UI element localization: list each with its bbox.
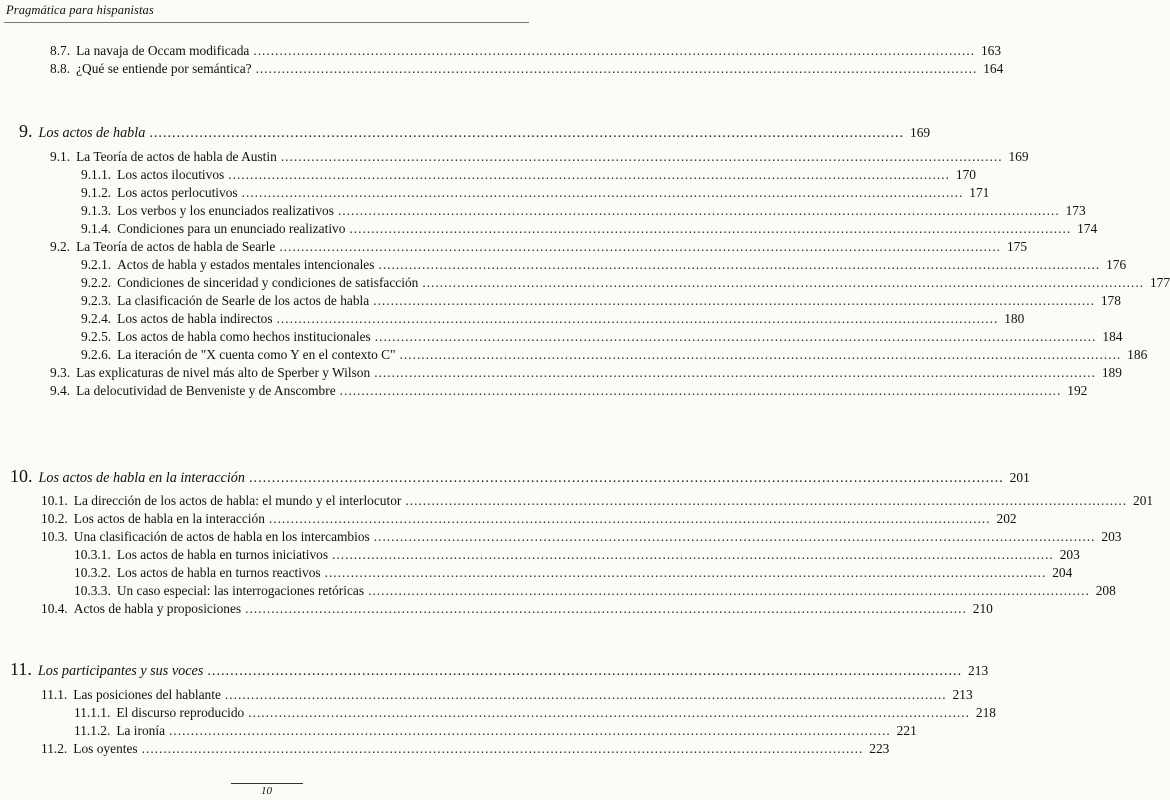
toc-number: 9.1.2. xyxy=(81,185,112,200)
chapter-number: 9. xyxy=(19,121,33,141)
toc-title: Los actos de habla en la interacción xyxy=(73,511,265,526)
dot-leader xyxy=(378,256,1100,274)
toc-entry-11-1-1 xyxy=(74,704,996,722)
toc-page: 163 xyxy=(980,43,1002,58)
dot-leader xyxy=(349,220,1071,238)
toc-page: 186 xyxy=(1127,347,1148,362)
dot-leader xyxy=(249,469,1004,487)
toc-entry-9-2-6 xyxy=(81,346,1148,364)
toc-number: 9.1.4. xyxy=(81,221,112,236)
toc-page: 173 xyxy=(1065,203,1086,218)
toc-number: 10.3.3. xyxy=(74,583,111,598)
dot-leader xyxy=(340,382,1062,400)
toc-number: 10.3.2. xyxy=(74,565,111,580)
toc-entry-10-2 xyxy=(41,510,1017,528)
toc-entry-9-1-1 xyxy=(81,166,976,184)
toc-title: Los verbos y los enunciados realizativos xyxy=(117,203,334,218)
toc-page: 164 xyxy=(983,61,1004,76)
toc-title: Los actos de habla en turnos reactivos xyxy=(116,565,321,580)
dot-leader xyxy=(325,564,1047,582)
toc-title: Actos de habla y proposiciones xyxy=(73,601,242,616)
toc-number: 10.1. xyxy=(41,493,68,508)
toc-title: Las posiciones del hablante xyxy=(73,687,221,702)
toc-page: 189 xyxy=(1101,365,1122,380)
toc-title: Los actos ilocutivos xyxy=(117,167,225,182)
dot-leader xyxy=(169,722,891,740)
toc-entry-9-2-5 xyxy=(81,328,1123,346)
toc-number: 10.4. xyxy=(41,601,68,616)
toc-number: 9.2.4. xyxy=(81,311,112,326)
toc-page: 177 xyxy=(1149,275,1170,290)
chapter-title: Los participantes y sus voces xyxy=(37,663,204,679)
toc-number: 9.2.1. xyxy=(81,257,112,272)
toc-title: Los oyentes xyxy=(73,741,138,756)
toc-number: 10.2. xyxy=(41,511,68,526)
toc-entry-9-2 xyxy=(50,238,1028,256)
toc-entry-9-1 xyxy=(50,148,1029,166)
toc-page: 204 xyxy=(1052,565,1073,580)
toc-page: 174 xyxy=(1077,221,1098,236)
chapter-10-heading xyxy=(10,466,1030,487)
chapter-11-heading xyxy=(10,659,989,680)
dot-leader xyxy=(368,582,1090,600)
toc-title: Los actos perlocutivos xyxy=(117,185,238,200)
toc-page: 169 xyxy=(910,125,931,140)
toc-page: 171 xyxy=(969,185,990,200)
toc-number: 11.2. xyxy=(41,741,68,756)
dot-leader xyxy=(269,510,991,528)
dot-leader xyxy=(374,364,1096,382)
dot-leader xyxy=(207,662,962,680)
toc-entry-11-1 xyxy=(41,686,973,704)
toc-page: 203 xyxy=(1101,529,1122,544)
chapter-title: Los actos de habla en la interacción xyxy=(38,470,245,486)
dot-leader xyxy=(245,600,967,618)
toc-entry-11-1-2 xyxy=(74,722,917,740)
chapter-9-heading xyxy=(19,121,931,142)
toc-page: 175 xyxy=(1006,239,1028,254)
chapter-number: 10. xyxy=(10,466,33,486)
toc-title: La clasificación de Searle de los actos de habla xyxy=(117,293,370,308)
toc-title: La delocutividad de Benveniste y de Anscombre xyxy=(76,383,336,398)
toc-page: 208 xyxy=(1095,583,1116,598)
dot-leader xyxy=(332,546,1054,564)
dot-leader xyxy=(225,686,947,704)
dot-leader xyxy=(242,184,964,202)
dot-leader xyxy=(375,328,1097,346)
chapter-number: 11. xyxy=(10,659,32,679)
toc-entry-9-1-3 xyxy=(81,202,1086,220)
toc-title: Los actos de habla en turnos iniciativos xyxy=(116,547,329,562)
toc-entry-9-1-2 xyxy=(81,184,990,202)
toc-number: 9.2. xyxy=(50,239,71,254)
toc-title: Una clasificación de actos de habla en los intercambios xyxy=(73,529,370,544)
dot-leader xyxy=(142,740,864,758)
toc-page: 192 xyxy=(1067,383,1088,398)
toc-page: 201 xyxy=(1009,470,1030,485)
dot-leader xyxy=(228,166,950,184)
toc-number: 9.1. xyxy=(50,149,71,164)
toc-title: Actos de habla y estados mentales intencionales xyxy=(117,257,375,272)
dot-leader xyxy=(422,274,1144,292)
toc-entry-10-4 xyxy=(41,600,993,618)
toc-number: 10.3.1. xyxy=(74,547,111,562)
toc-page: 213 xyxy=(968,663,989,678)
toc-page: 213 xyxy=(952,687,973,702)
toc-entry-10-3-3 xyxy=(74,582,1116,600)
toc-title: Las explicaturas de nivel más alto de Sperber y Wilson xyxy=(76,365,371,380)
toc-number: 11.1.1. xyxy=(74,705,111,720)
toc-page: 218 xyxy=(975,705,996,720)
toc-page: 223 xyxy=(869,741,890,756)
dot-leader xyxy=(277,310,999,328)
toc-title: La iteración de "X cuenta como Y en el contexto C" xyxy=(117,347,396,362)
dot-leader xyxy=(374,528,1096,546)
toc-entry-8-8 xyxy=(50,60,1004,78)
toc-page: 176 xyxy=(1106,257,1127,272)
toc-number: 9.3. xyxy=(50,365,71,380)
dot-leader xyxy=(149,124,904,142)
toc-number: 10.3. xyxy=(41,529,68,544)
toc-title: ¿Qué se entiende por semántica? xyxy=(76,61,252,76)
toc-number: 11.1.2. xyxy=(74,723,111,738)
toc-title: Los actos de habla como hechos institucionales xyxy=(117,329,371,344)
toc-number: 11.1. xyxy=(41,687,68,702)
toc-entry-9-1-4 xyxy=(81,220,1098,238)
toc-number: 9.2.2. xyxy=(81,275,112,290)
toc-number: 9.2.3. xyxy=(81,293,112,308)
toc-entry-10-3-1 xyxy=(74,546,1080,564)
toc-title: Condiciones para un enunciado realizativo xyxy=(117,221,346,236)
toc-number: 9.4. xyxy=(50,383,71,398)
toc-number: 9.1.1. xyxy=(81,167,112,182)
toc-entry-9-4 xyxy=(50,382,1088,400)
toc-number: 8.7. xyxy=(50,43,71,58)
toc-page: 178 xyxy=(1100,293,1121,308)
toc-number: 9.1.3. xyxy=(81,203,112,218)
toc-page: 202 xyxy=(996,511,1017,526)
toc-page: 170 xyxy=(955,167,976,182)
toc-title: Un caso especial: las interrogaciones retóricas xyxy=(116,583,365,598)
dot-leader xyxy=(256,60,978,78)
toc-title: Los actos de habla indirectos xyxy=(117,311,273,326)
toc-entry-10-3-2 xyxy=(74,564,1073,582)
dot-leader xyxy=(338,202,1060,220)
running-title: Pragmática para hispanistas xyxy=(6,3,154,17)
dot-leader xyxy=(373,292,1095,310)
toc-title: La Teoría de actos de habla de Searle xyxy=(76,239,276,254)
toc-entry-8-7 xyxy=(50,42,1002,60)
toc-page: 210 xyxy=(972,601,993,616)
toc-entry-9-3 xyxy=(50,364,1122,382)
chapter-title: Los actos de habla xyxy=(38,125,146,141)
footer-rule xyxy=(231,783,303,784)
toc-page: 184 xyxy=(1102,329,1123,344)
toc-number: 9.2.6. xyxy=(81,347,112,362)
dot-leader xyxy=(279,238,1001,256)
toc-entry-9-2-4 xyxy=(81,310,1025,328)
dot-leader xyxy=(248,704,970,722)
dot-leader xyxy=(405,492,1127,510)
toc-entry-9-2-3 xyxy=(81,292,1121,310)
toc-title: La navaja de Occam modificada xyxy=(76,43,250,58)
toc-title: La ironía xyxy=(116,723,166,738)
toc-number: 9.2.5. xyxy=(81,329,112,344)
toc-title: La dirección de los actos de habla: el mundo y el interlocutor xyxy=(73,493,402,508)
toc-title: La Teoría de actos de habla de Austin xyxy=(76,149,277,164)
toc-entry-11-2 xyxy=(41,740,890,758)
toc-page: 201 xyxy=(1133,493,1154,508)
toc-entry-9-2-2 xyxy=(81,274,1170,292)
toc-title: El discurso reproducido xyxy=(116,705,245,720)
toc-number: 8.8. xyxy=(50,61,71,76)
toc-title: Condiciones de sinceridad y condiciones de satisfacción xyxy=(117,275,419,290)
dot-leader xyxy=(253,42,975,60)
dot-leader xyxy=(400,346,1122,364)
page-number: 10 xyxy=(261,785,272,797)
toc-page: 169 xyxy=(1008,149,1029,164)
dot-leader xyxy=(281,148,1003,166)
toc-page: 203 xyxy=(1059,547,1080,562)
toc-entry-10-1 xyxy=(41,492,1154,510)
toc-page: 221 xyxy=(896,723,917,738)
toc-entry-10-3 xyxy=(41,528,1122,546)
toc-page: 180 xyxy=(1004,311,1025,326)
toc-entry-9-2-1 xyxy=(81,256,1127,274)
